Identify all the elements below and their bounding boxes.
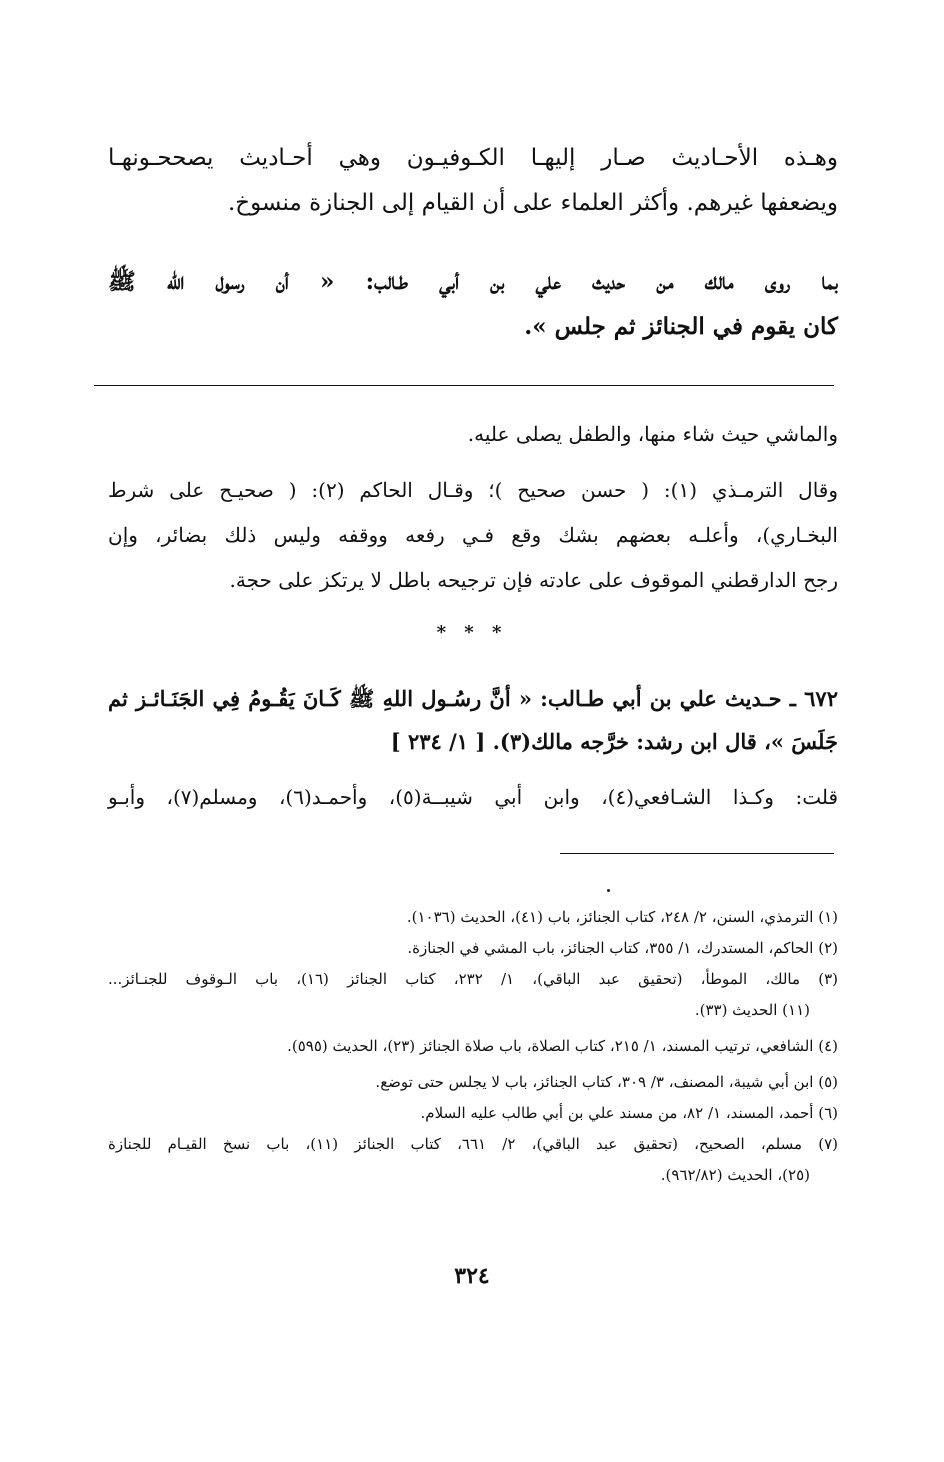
footnote-5: (٥) ابن أبي شيبة، المصنف، ٣/ ٣٠٩، كتاب الجنائز، باب لا يجلس حتى توضع. xyxy=(375,1073,838,1091)
quoted-paragraph-1-line-2: ويضعفها غيرهم. وأكثر العلماء على أن القيام إلى الجنازة منسوخ. xyxy=(227,190,838,216)
footnote-7: (٧) مسلم، الصحيح، (تحقيق عبد الباقي)، ٢/ ٦٦١، كتاب الجنائز (١١)، باب نسخ القيـام للجنازة xyxy=(108,1135,838,1153)
footnotes-list xyxy=(108,902,838,1191)
footnote-3: (٣) مالك، الموطأ، (تحقيق عبد الباقي)، ١/ ٢٣٢، كتاب الجنائز (١٦)، باب الـوقوف للجنـائز... xyxy=(108,970,838,988)
hadith-line-2: جَلَسَ »، قال ابن رشد: خرَّجه مالك(٣). [ ١/ ٢٣٤ ] xyxy=(390,729,838,754)
quoted-paragraph-2-line-1: بما روى مالك من حديث علي بن أبي طـالب: « أن رسول الله ﷺ xyxy=(108,268,838,295)
ink-dot-mark xyxy=(607,889,610,892)
commentary-paragraph-2 xyxy=(108,468,838,603)
footnote-4: (٤) الشافعي، ترتيب المسند، ١/ ٢١٥، كتاب الصلاة، باب صلاة الجنائز (٢٣)، الحديث (٥٩٥). xyxy=(287,1037,838,1055)
section-separator-stars: * * * xyxy=(436,622,508,643)
footnote-divider-rule xyxy=(560,853,834,854)
hadith-entry xyxy=(108,677,838,763)
section-divider-rule xyxy=(94,385,834,386)
footnote-6: (٦) أحمد، المسند، ١/ ٨٢، من مسند علي بن أبي طالب عليه السلام. xyxy=(420,1104,838,1122)
commentary-paragraph-1 xyxy=(108,412,838,457)
footnote-7-continuation: (٢٥)، الحديث (٩٦٢/٨٢). xyxy=(660,1166,810,1184)
commentary-paragraph-1-line: والماشي حيث شاء منها، والطفل يصلى عليه. xyxy=(467,422,838,446)
commentary-paragraph-2-line-2: البخـاري)، وأعلـه بعضهم بشك وقع فـي رفعه ووقفه وليس ذلك بضائر، وإن xyxy=(108,523,838,547)
continuation-paragraph xyxy=(108,775,838,820)
quoted-paragraph-1 xyxy=(108,136,838,226)
commentary-paragraph-2-line-1: وقال الترمـذي (١): ( حسن صحيح )؛ وقـال الحاكم (٢): ( صحيـح على شرط xyxy=(108,478,839,502)
footnote-2: (٢) الحاكم، المستدرك، ١/ ٣٥٥، كتاب الجنائز، باب المشي في الجنازة. xyxy=(407,939,838,957)
footnote-1: (١) الترمذي، السنن، ٢/ ٢٤٨، كتاب الجنائز، باب (٤١)، الحديث (١٠٣٦). xyxy=(406,908,838,926)
quoted-paragraph-1-line-1: وهـذه الأحـاديث صـار إليهـا الكـوفيـون وهي أحـاديث يصححـونهـا xyxy=(108,145,838,171)
footnote-3-continuation: (١١) الحديث (٣٣). xyxy=(694,1001,810,1019)
page-number: ٣٢٤ xyxy=(454,1263,490,1289)
quoted-paragraph-2-line-2: كان يقوم في الجنائز ثم جلس ». xyxy=(524,313,838,340)
commentary-paragraph-2-line-3: رجح الدارقطني الموقوف على عادته فإن ترجيحه باطل لا يرتكز على حجة. xyxy=(229,568,838,592)
hadith-line-1: ٦٧٢ ـ حـديث علي بن أبي طـالب: « أنَّ رسُـول اللهِ ﷺ كَـانَ يَقُـومُ فِي الجَنَـائـز ثم xyxy=(108,686,838,711)
quoted-paragraph-2 xyxy=(108,259,838,349)
continuation-line: قلت: وكـذا الشـافعي(٤)، وابن أبي شيبــة(٥)، وأحمـد(٦)، ومسلم(٧)، وأبـو xyxy=(108,785,839,809)
